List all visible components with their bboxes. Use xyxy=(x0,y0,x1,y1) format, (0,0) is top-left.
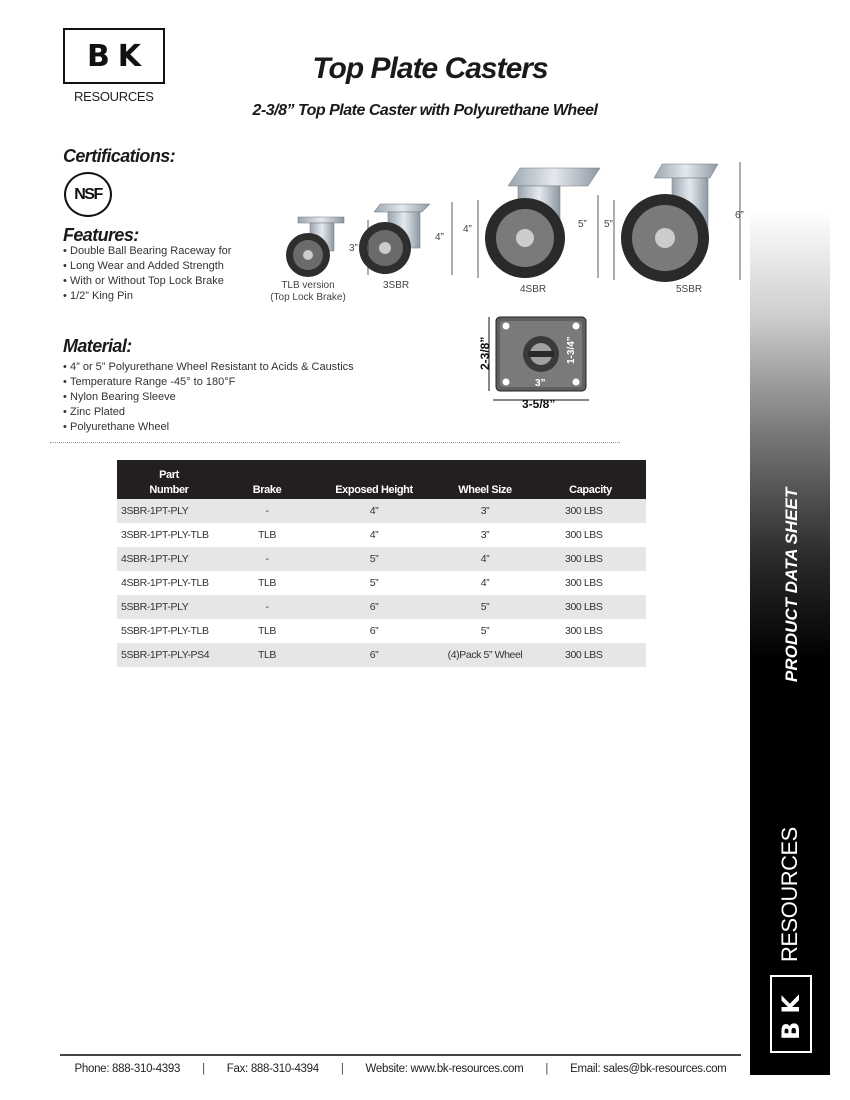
col-header-part: Part xyxy=(159,469,179,481)
table-cell: 5” xyxy=(435,595,535,619)
nsf-badge-text: NSF xyxy=(74,185,102,203)
table-cell: 4” xyxy=(313,499,435,523)
table-cell: 6” xyxy=(369,625,379,637)
plate-width-label: 3-5/8” xyxy=(522,397,556,411)
sidebar-resources: RESOURCES xyxy=(777,827,802,962)
footer-email[interactable]: Email: sales@bk-resources.com xyxy=(570,1063,727,1075)
caster-5sbr-label: 5SBR xyxy=(676,284,703,295)
table-cell: - xyxy=(221,499,313,523)
bk-logo xyxy=(63,28,165,84)
table-cell: 5SBR-1PT-PLY-TLB xyxy=(121,625,209,637)
table-cell: 3SBR-1PT-PLY-TLB xyxy=(121,529,209,541)
feature-item: • 1/2” King Pin xyxy=(63,289,231,304)
table-cell: 3” xyxy=(435,499,535,523)
feature-item: • Double Ball Bearing Raceway for xyxy=(63,244,231,259)
page-subtitle: 2-3/8” Top Plate Caster with Polyurethane Wheel xyxy=(252,102,598,119)
logo-subtext: RESOURCES xyxy=(74,89,154,104)
footer xyxy=(60,1063,741,1075)
certifications-heading: Certifications: xyxy=(63,146,176,166)
table-row xyxy=(117,547,646,571)
table-row xyxy=(117,643,646,667)
table-row xyxy=(117,595,646,619)
table-row xyxy=(117,571,646,595)
table-cell: 4SBR-1PT-PLY-TLB xyxy=(121,577,209,589)
table-cell: 300 LBS xyxy=(565,577,603,589)
dim-label: 4” xyxy=(463,224,472,235)
table-cell: 6” xyxy=(313,595,435,619)
material-item: • Temperature Range -45° to 180°F xyxy=(63,375,354,390)
table-header-row xyxy=(117,460,646,499)
table-cell: - xyxy=(221,547,313,571)
table-cell: 5” xyxy=(369,577,379,589)
table-cell: 4” xyxy=(435,547,535,571)
table-cell: 300 LBS xyxy=(535,595,646,619)
plate-height-label: 2-3/8” xyxy=(478,336,492,370)
table-cell: 5” xyxy=(480,625,490,637)
footer-separator: | xyxy=(545,1063,549,1075)
sidebar-logo-text: BK xyxy=(777,987,805,1040)
sidebar-bk-logo xyxy=(770,975,812,1053)
col-header-capacity: Capacity xyxy=(535,460,646,499)
table-cell: 5” xyxy=(313,547,435,571)
caster-tlb-image xyxy=(286,217,344,277)
table-cell: 300 LBS xyxy=(565,529,603,541)
dim-label: 6” xyxy=(735,210,744,221)
table-cell: 300 LBS xyxy=(535,499,646,523)
caster-5sbr-image xyxy=(621,164,718,282)
table-cell: 300 LBS xyxy=(535,643,646,667)
table-cell: 5SBR-1PT-PLY-PS4 xyxy=(117,643,221,667)
material-item: • Zinc Plated xyxy=(63,405,354,420)
table-cell: (4)Pack 5” Wheel xyxy=(435,643,535,667)
table-cell: 4” xyxy=(369,529,379,541)
table-cell: TLB xyxy=(221,643,313,667)
table-cell: TLB xyxy=(257,625,277,637)
sidebar-product-data-sheet: PRODUCT DATA SHEET xyxy=(782,487,801,682)
nsf-badge xyxy=(64,172,112,217)
col-header-number: Number xyxy=(149,484,189,496)
caster-3sbr-image xyxy=(359,204,430,274)
table-cell: 300 LBS xyxy=(565,625,603,637)
table-cell: 3SBR-1PT-PLY xyxy=(117,499,221,523)
col-header-part-number xyxy=(117,460,221,499)
page-title: Top Plate Casters xyxy=(312,52,548,85)
table-cell: 3” xyxy=(480,529,490,541)
table-cell: 4” xyxy=(480,577,490,589)
caster-tlb-sublabel: (Top Lock Brake) xyxy=(270,292,346,303)
table-cell: 6” xyxy=(313,643,435,667)
product-spec-table xyxy=(117,460,646,667)
table-cell: TLB xyxy=(257,529,277,541)
material-list xyxy=(63,360,354,435)
section-divider xyxy=(50,442,620,443)
table-cell: 5SBR-1PT-PLY xyxy=(117,595,221,619)
caster-tlb-label xyxy=(268,280,348,303)
table-cell: - xyxy=(221,595,313,619)
caster-4sbr-label: 4SBR xyxy=(520,284,547,295)
dim-label: 5” xyxy=(604,219,613,230)
feature-item: • Long Wear and Added Strength xyxy=(63,259,231,274)
features-heading: Features: xyxy=(63,225,139,245)
dim-label: 3” xyxy=(349,243,358,254)
plate-inner-width-label: 3” xyxy=(535,378,546,389)
material-item: • 4” or 5” Polyurethane Wheel Resistant to Acids & Caustics xyxy=(63,360,354,375)
table-cell: 300 LBS xyxy=(535,547,646,571)
features-list xyxy=(63,244,231,304)
material-item: • Polyurethane Wheel xyxy=(63,420,354,435)
caster-3sbr-label: 3SBR xyxy=(383,280,410,291)
feature-item: • With or Without Top Lock Brake xyxy=(63,274,231,289)
caster-tlb-label-text: TLB version xyxy=(281,280,335,291)
col-header-brake: Brake xyxy=(221,460,313,499)
material-heading: Material: xyxy=(63,336,132,356)
dim-label: 5” xyxy=(578,219,587,230)
col-header-exposed-height: Exposed Height xyxy=(313,460,435,499)
table-row xyxy=(117,499,646,523)
footer-fax: Fax: 888-310-4394 xyxy=(226,1063,319,1075)
footer-website[interactable]: Website: www.bk-resources.com xyxy=(365,1063,524,1075)
plate-inner-height-label: 1-3/4” xyxy=(566,336,577,364)
table-cell: TLB xyxy=(257,577,277,589)
footer-separator: | xyxy=(202,1063,205,1075)
footer-phone: Phone: 888-310-4393 xyxy=(74,1063,181,1075)
material-item: • Nylon Bearing Sleeve xyxy=(63,390,354,405)
table-row xyxy=(117,619,646,643)
footer-divider xyxy=(60,1054,741,1056)
table-cell: 4SBR-1PT-PLY xyxy=(117,547,221,571)
logo-text: BK xyxy=(86,38,150,74)
col-header-wheel-size: Wheel Size xyxy=(435,460,535,499)
table-row xyxy=(117,523,646,547)
dim-label: 4” xyxy=(435,232,444,243)
footer-separator: | xyxy=(340,1063,344,1075)
